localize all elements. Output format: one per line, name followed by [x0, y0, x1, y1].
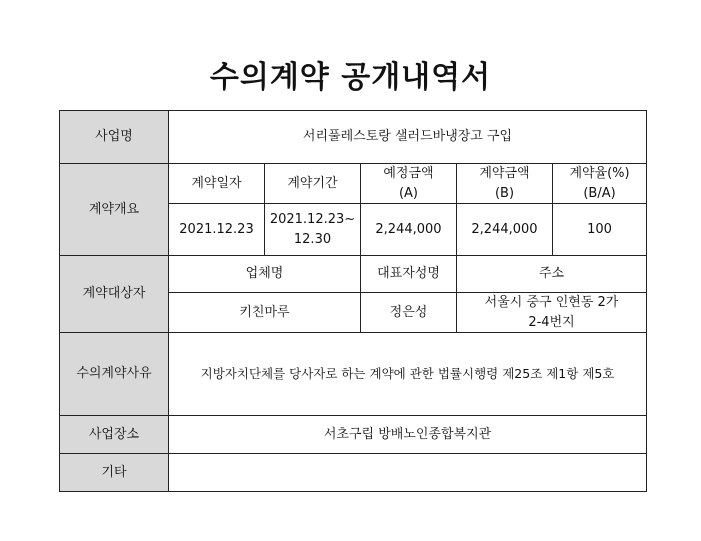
reason-value: 지방자치단체를 당사자로 하는 계약에 관한 법률시행령 제25조 제1항 제5호	[169, 333, 647, 416]
etc-value	[169, 454, 647, 492]
representative-value: 정은성	[361, 293, 457, 333]
contract-disclosure-table	[59, 110, 647, 492]
contract-period-value	[265, 204, 361, 256]
document-title: 수의계약 공개내역서	[209, 60, 492, 95]
contract-rate-header	[553, 164, 647, 204]
reason-label: 수의계약사유	[60, 333, 169, 416]
contract-period-line1: 2021.12.23~	[269, 212, 356, 227]
contract-period-line2: 12.30	[293, 231, 332, 247]
row-reason	[60, 333, 647, 416]
estimated-amount-header	[361, 164, 457, 204]
contractor-label: 계약대상자	[60, 256, 169, 333]
location-value: 서초구립 방배노인종합복지관	[169, 416, 647, 454]
contract-date-header: 계약일자	[169, 164, 265, 204]
contract-amount-value: 2,244,000	[457, 204, 553, 256]
address-header: 주소	[457, 256, 647, 293]
business-name-value: 서리풀레스토랑 샐러드바냉장고 구입	[169, 111, 647, 164]
address-line1: 서울시 중구 인현동 2가	[484, 295, 619, 310]
row-etc	[60, 454, 647, 492]
row-location	[60, 416, 647, 454]
business-name-label: 사업명	[60, 111, 169, 164]
address-line2: 2-4번지	[528, 314, 575, 330]
representative-header: 대표자성명	[361, 256, 457, 293]
contract-period-header: 계약기간	[265, 164, 361, 204]
contract-rate-header-line2: (B/A)	[583, 185, 616, 201]
contract-amount-header-line2: (B)	[494, 185, 515, 201]
estimated-amount-value: 2,244,000	[361, 204, 457, 256]
estimated-amount-header-line2: (A)	[398, 185, 419, 201]
contract-rate-value: 100	[553, 204, 647, 256]
company-name-header: 업체명	[169, 256, 361, 293]
address-value	[457, 293, 647, 333]
contract-rate-header-line1: 계약율(%)	[569, 166, 630, 181]
etc-label: 기타	[60, 454, 169, 492]
estimated-amount-header-line1: 예정금액	[383, 166, 434, 181]
row-contractor-header	[60, 256, 647, 293]
contract-date-value: 2021.12.23	[169, 204, 265, 256]
row-contract-summary-header	[60, 164, 647, 204]
contract-summary-label: 계약개요	[60, 164, 169, 256]
location-label: 사업장소	[60, 416, 169, 454]
row-business-name	[60, 111, 647, 164]
company-name-value: 키친마루	[169, 293, 361, 333]
contract-amount-header-line1: 계약금액	[479, 166, 530, 181]
contract-amount-header	[457, 164, 553, 204]
